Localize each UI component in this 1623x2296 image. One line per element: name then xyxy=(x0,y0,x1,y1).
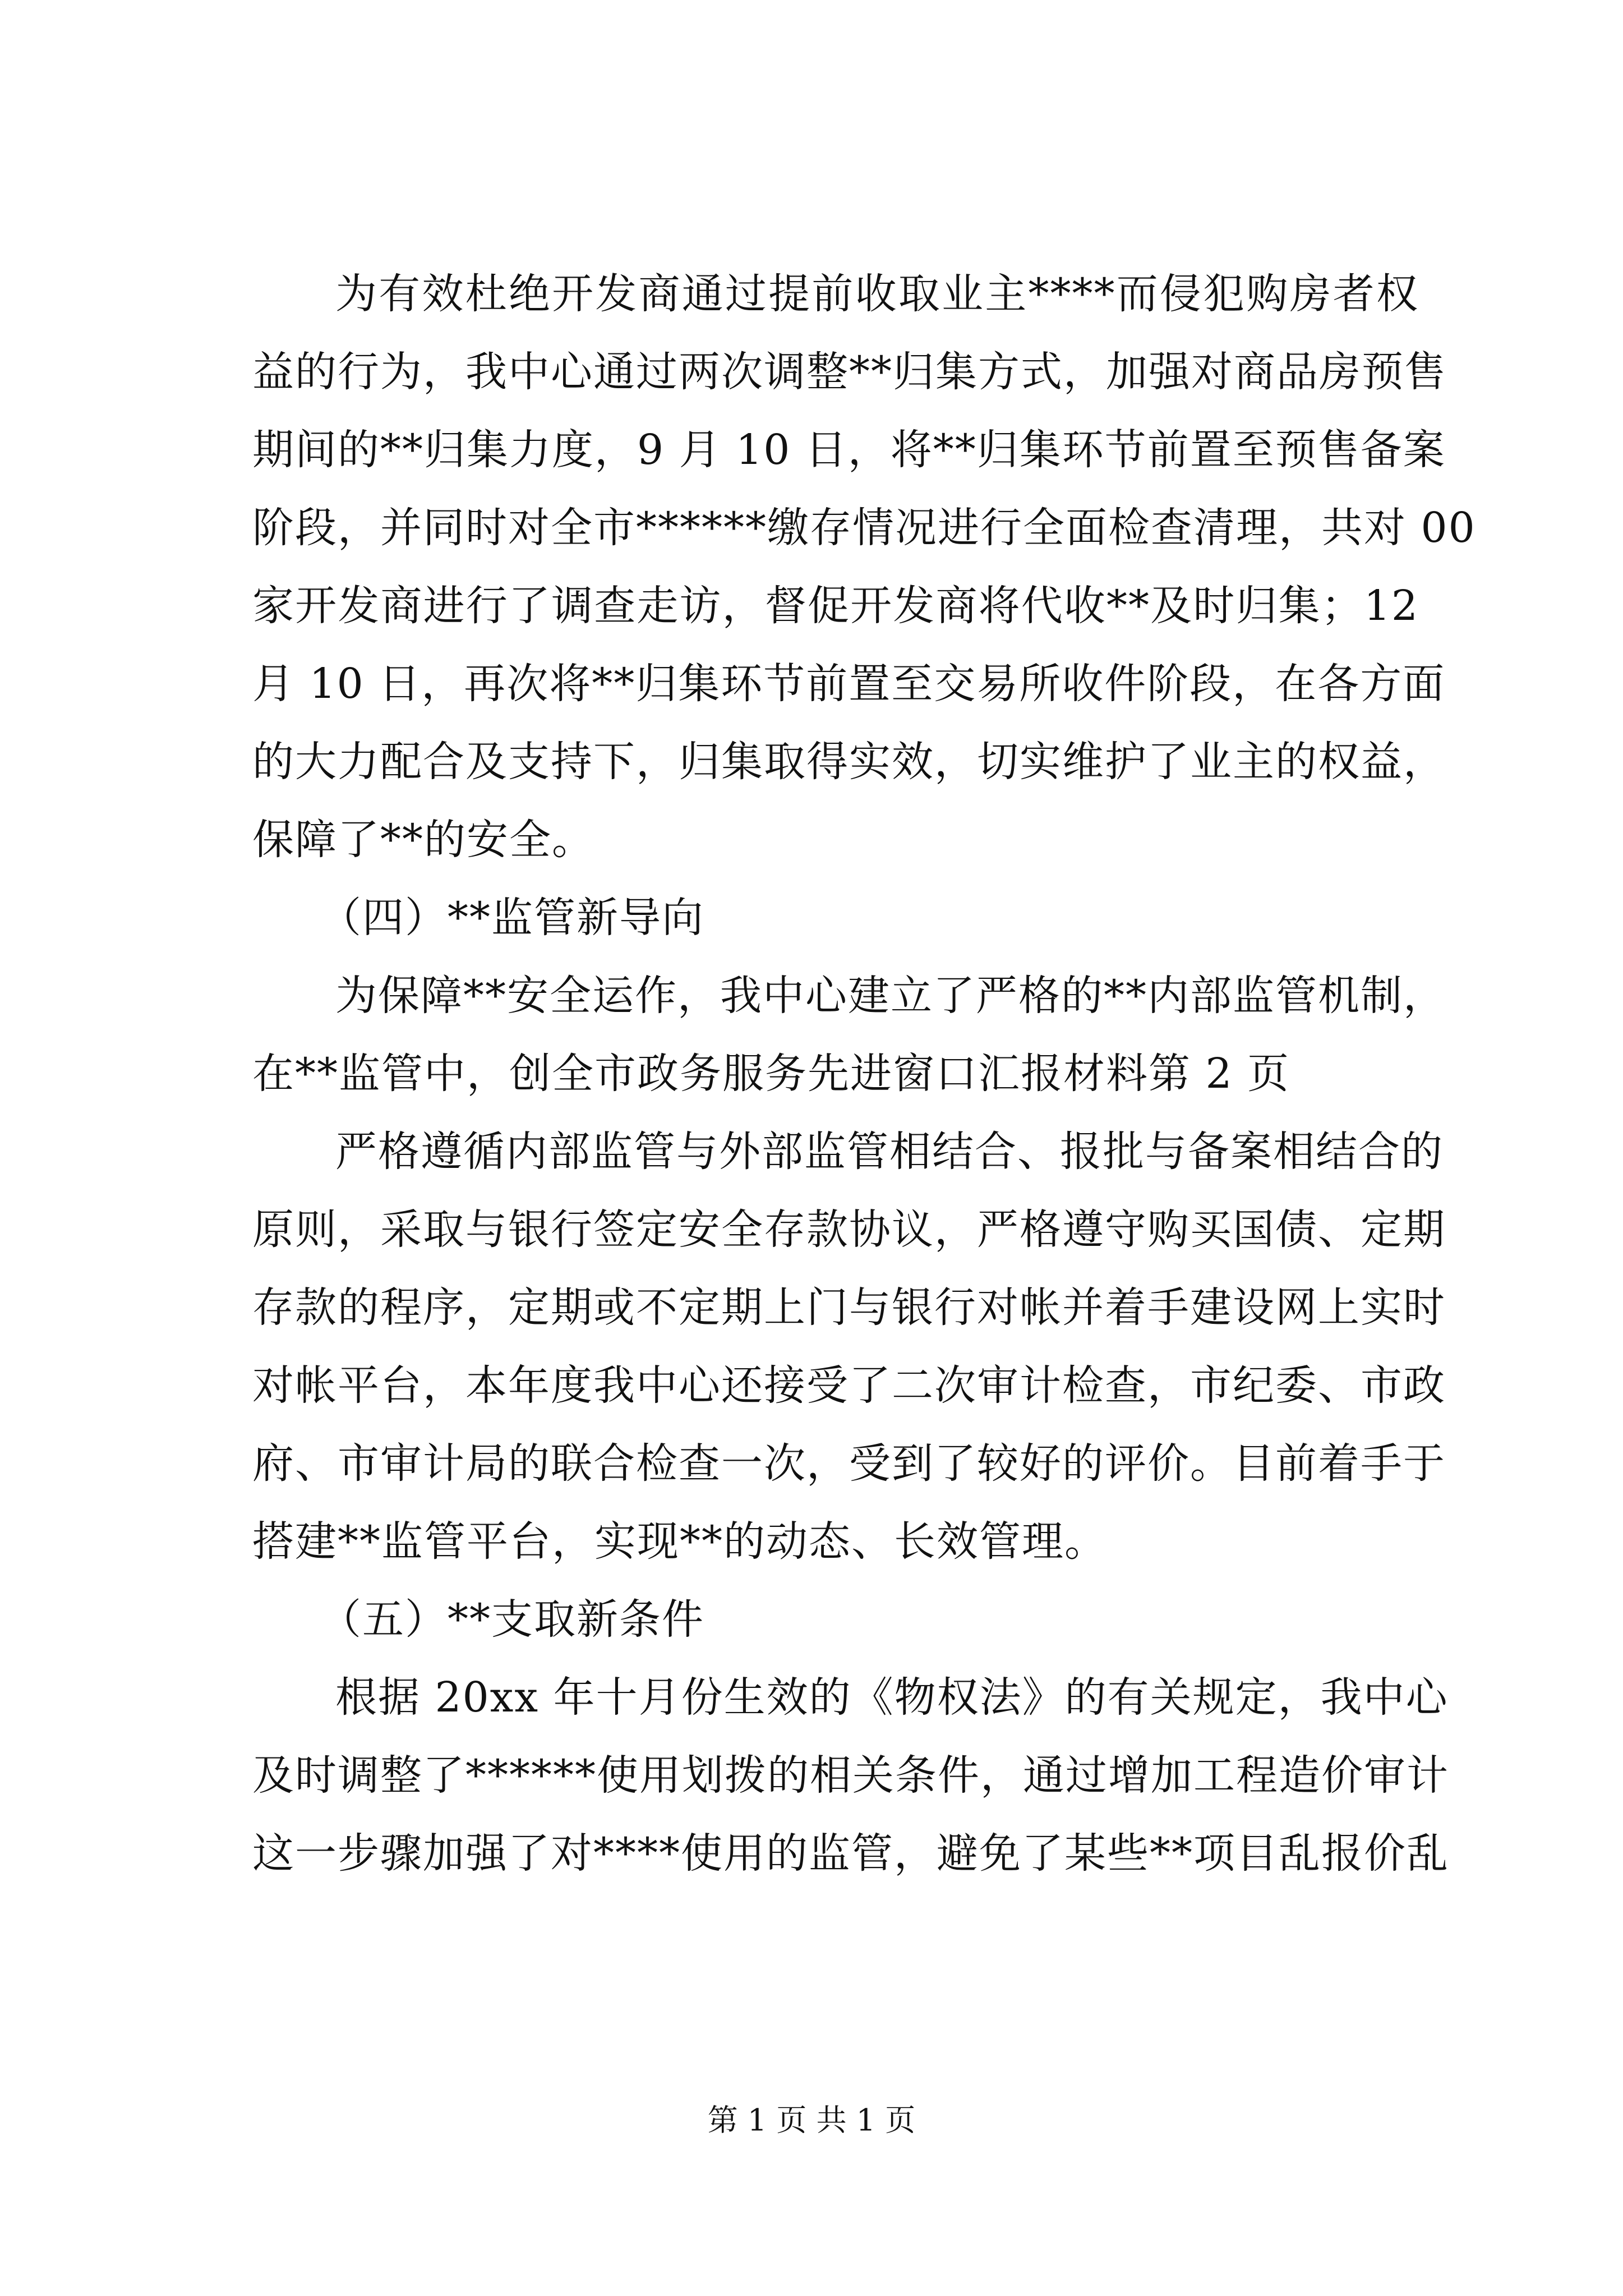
page-number: 第 1 页 共 1 页 xyxy=(707,2102,916,2138)
paragraph-line: 府、市审计局的联合检查一次，受到了较好的评价。目前着手于 xyxy=(252,1439,1446,1488)
paragraph-line: 阶段，并同时对全市******缴存情况进行全面检查清理，共对 00 xyxy=(252,504,1476,552)
paragraph-line: 为有效杜绝开发商通过提前收取业主****而侵犯购房者权 xyxy=(335,270,1419,318)
document-body xyxy=(252,255,1476,1893)
paragraph-line: 原则，采取与银行签定安全存款协议，严格遵守购买国债、定期 xyxy=(252,1205,1446,1254)
page-footer xyxy=(0,2098,1623,2143)
paragraph-line: 益的行为，我中心通过两次调整**归集方式，加强对商品房预售 xyxy=(252,348,1447,396)
paragraph-line: 月 10 日，再次将**归集环节前置至交易所收件阶段，在各方面 xyxy=(252,660,1446,708)
paragraph-line: 对帐平台，本年度我中心还接受了二次审计检查，市纪委、市政 xyxy=(252,1361,1446,1410)
paragraph-line: 及时调整了******使用划拨的相关条件，通过增加工程造价审计 xyxy=(252,1751,1449,1800)
paragraph-1 xyxy=(252,255,1476,879)
paragraph-line: 为保障**安全运作，我中心建立了严格的**内部监管机制， xyxy=(335,972,1446,1020)
paragraph-2 xyxy=(252,957,1446,1113)
paragraph-line: 保障了**的安全。 xyxy=(252,816,594,864)
paragraph-line: 在**监管中，创全市政务服务先进窗口汇报材料第 2 页 xyxy=(252,1050,1290,1098)
section-heading-5: （五）**支取新条件 xyxy=(320,1595,704,1644)
paragraph-line: 这一步骤加强了对****使用的监管，避免了某些**项目乱报价乱 xyxy=(252,1829,1449,1878)
paragraph-line: 的大力配合及支持下，归集取得实效，切实维护了业主的权益， xyxy=(252,738,1446,786)
paragraph-line: 家开发商进行了调查走访，督促开发商将代收**及时归集；12 xyxy=(252,582,1419,630)
paragraph-line: 期间的**归集力度，9 月 10 日，将**归集环节前置至预售备案 xyxy=(252,426,1446,474)
paragraph-3 xyxy=(252,1113,1446,1581)
section-heading-4: （四）**监管新导向 xyxy=(320,894,704,942)
paragraph-4 xyxy=(252,1659,1449,1893)
paragraph-line: 存款的程序，定期或不定期上门与银行对帐并着手建设网上实时 xyxy=(252,1283,1446,1332)
paragraph-line: 搭建**监管平台，实现**的动态、长效管理。 xyxy=(252,1517,1107,1566)
paragraph-line: 根据 20xx 年十月份生效的《物权法》的有关规定，我中心 xyxy=(335,1673,1449,1722)
paragraph-line: 严格遵循内部监管与外部监管相结合、报批与备案相结合的 xyxy=(335,1128,1444,1176)
